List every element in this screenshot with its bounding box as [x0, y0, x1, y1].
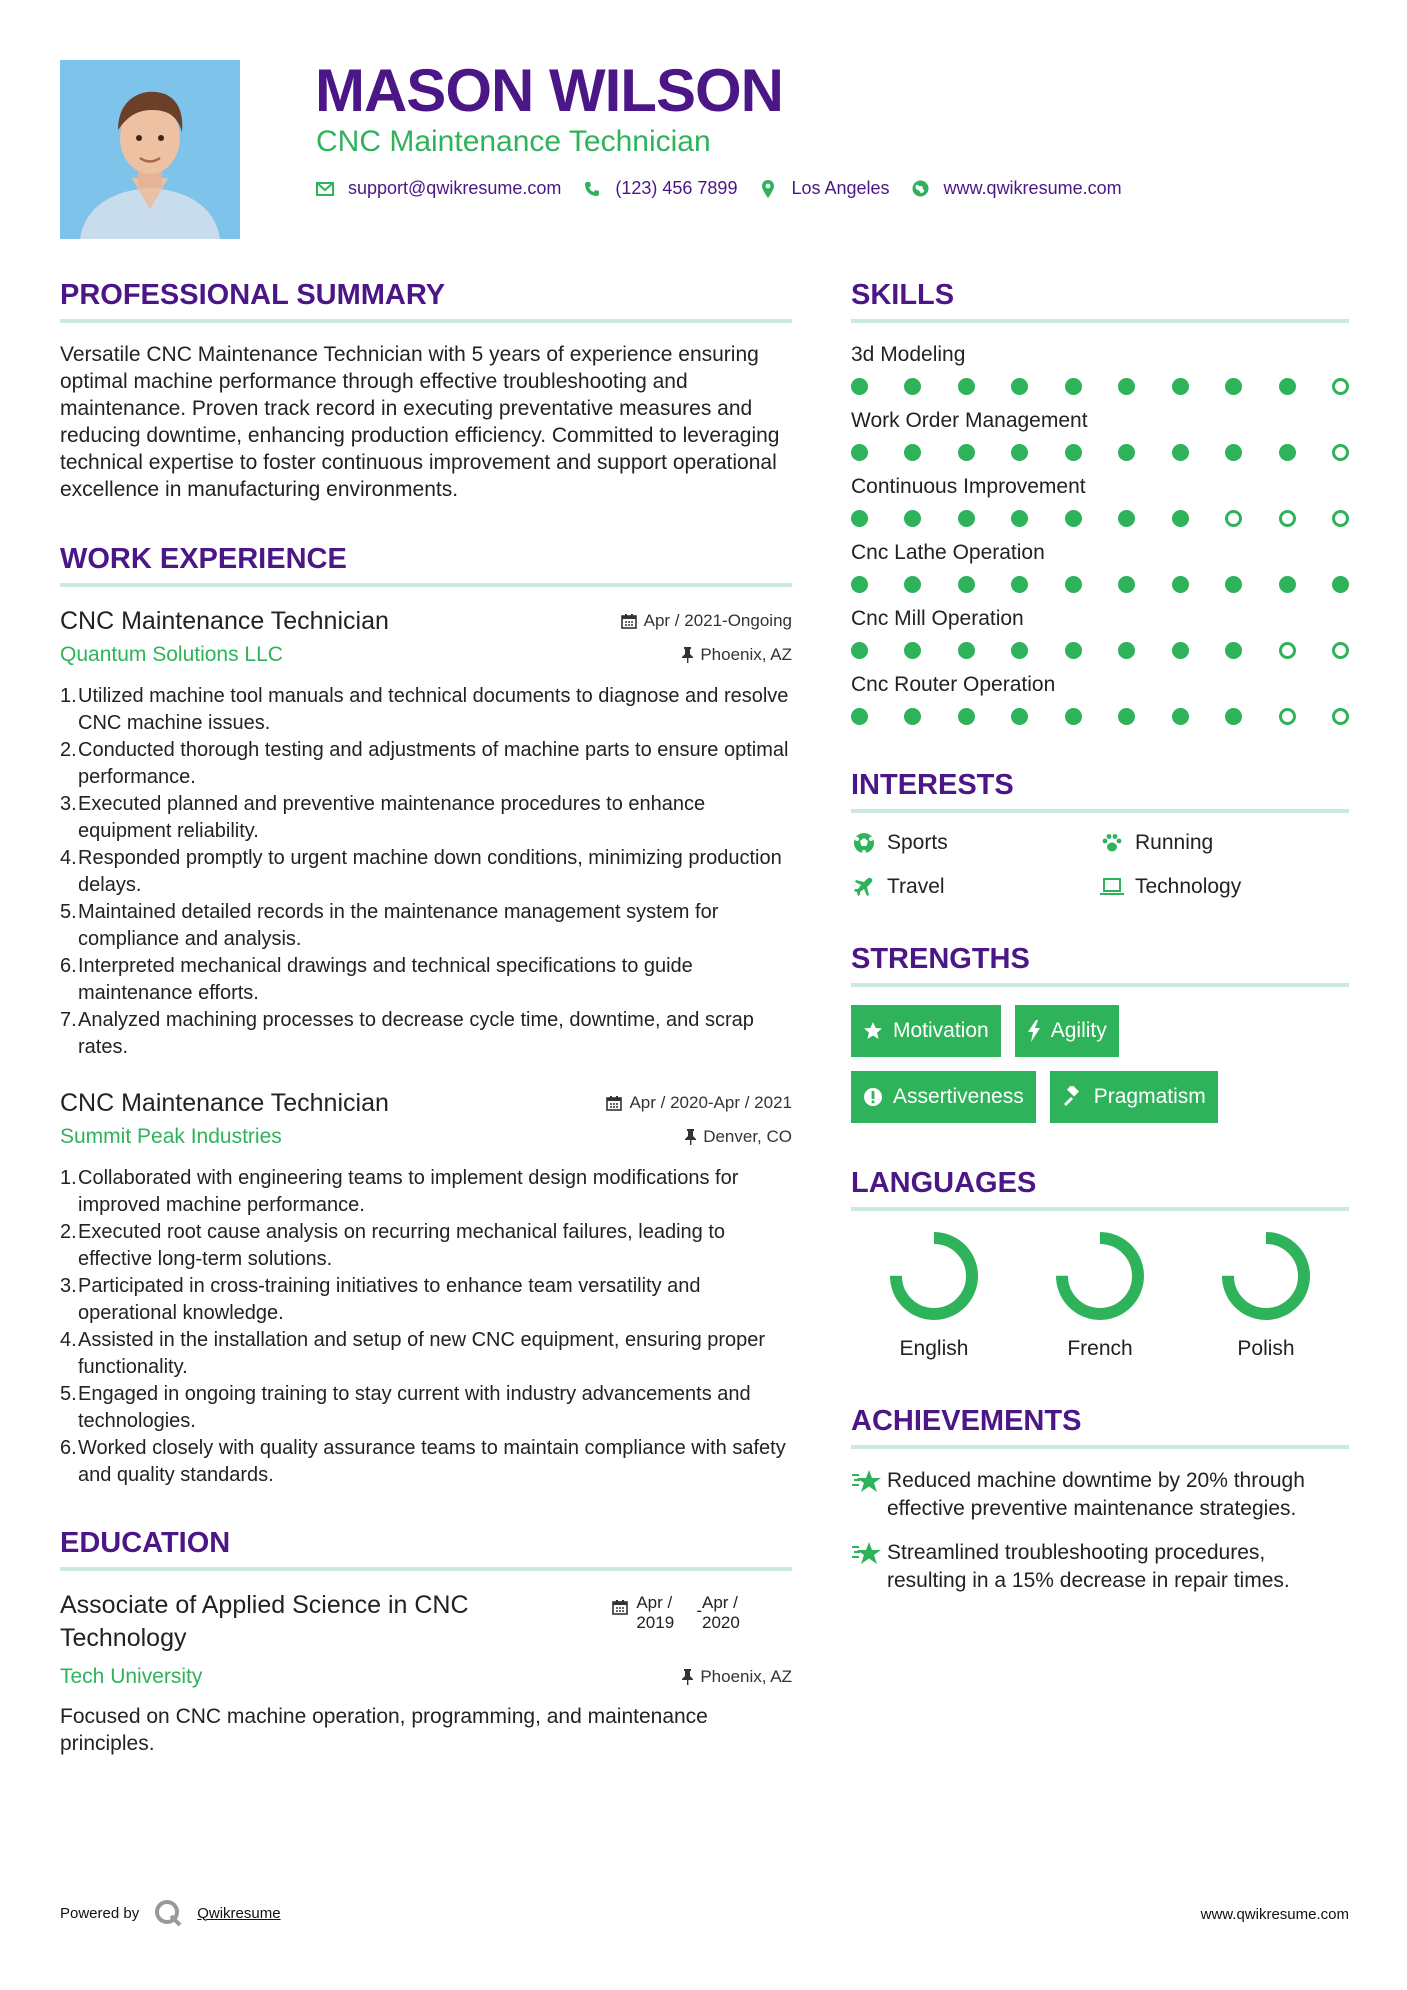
skill-rating — [851, 708, 1349, 725]
experience-section — [60, 539, 792, 1489]
skill-rating — [851, 576, 1349, 593]
skill-list — [851, 341, 1349, 725]
education-date-dash: - — [696, 1601, 702, 1620]
gavel-icon — [1062, 1086, 1084, 1108]
skill-item — [851, 473, 1349, 527]
language-proficiency-ring — [1053, 1229, 1147, 1323]
language-proficiency-ring — [887, 1229, 981, 1323]
calendar-icon — [612, 1599, 628, 1615]
rating-dot-empty — [1332, 642, 1349, 659]
rating-dot-filled — [851, 378, 868, 395]
rating-dot-filled — [904, 378, 921, 395]
summary-heading: PROFESSIONAL SUMMARY — [60, 275, 792, 323]
list-item — [60, 1435, 792, 1489]
skill-name: Work Order Management — [851, 409, 1088, 432]
rating-dot-filled — [958, 576, 975, 593]
rating-dot-filled — [1225, 708, 1242, 725]
list-item — [60, 683, 792, 737]
languages-section — [851, 1163, 1349, 1361]
list-item-text: Worked closely with quality assurance teams to maintain compliance with safety and quality standards. — [78, 1437, 786, 1486]
strength-badge — [1050, 1071, 1218, 1123]
rating-dot-filled — [1065, 708, 1082, 725]
rating-dot-filled — [1225, 444, 1242, 461]
footer-website[interactable]: www.qwikresume.com — [1200, 1906, 1349, 1923]
rating-dot-filled — [1065, 444, 1082, 461]
pushpin-icon — [682, 1669, 693, 1685]
qwikresume-logo-icon — [153, 1898, 183, 1928]
experience-heading: WORK EXPERIENCE — [60, 539, 792, 587]
plane-icon — [851, 876, 877, 898]
rating-dot-filled — [1011, 576, 1028, 593]
rating-dot-filled — [1011, 642, 1028, 659]
rating-dot-filled — [958, 510, 975, 527]
powered-by-label: Powered by — [60, 1904, 140, 1922]
strength-list — [851, 1005, 1271, 1123]
laptop-icon — [1099, 876, 1125, 898]
rating-dot-filled — [1279, 576, 1296, 593]
skill-name: Cnc Router Operation — [851, 673, 1056, 696]
rating-dot-filled — [1011, 378, 1028, 395]
achievements-section — [851, 1401, 1349, 1595]
rating-dot-filled — [1225, 378, 1242, 395]
interest-list — [851, 831, 1349, 899]
list-item — [60, 845, 792, 899]
rating-dot-filled — [904, 642, 921, 659]
qwikresume-link[interactable]: Qwikresume — [197, 1904, 281, 1922]
achievement-list — [851, 1467, 1349, 1595]
job-location-text: Phoenix, AZ — [700, 645, 792, 664]
rating-dot-empty — [1279, 642, 1296, 659]
skill-name: Cnc Mill Operation — [851, 607, 1024, 630]
skill-item — [851, 407, 1349, 461]
skills-section — [851, 275, 1349, 725]
rating-dot-filled — [958, 444, 975, 461]
paw-icon — [1099, 832, 1125, 854]
rating-dot-filled — [851, 642, 868, 659]
rating-dot-filled — [1172, 378, 1189, 395]
list-item-text: Maintained detailed records in the maintenance management system for compliance and analysis. — [78, 901, 719, 950]
list-item — [60, 899, 792, 953]
skill-rating — [851, 510, 1349, 527]
job-sub — [60, 641, 792, 669]
rating-dot-empty — [1225, 510, 1242, 527]
interest-label: Running — [1135, 831, 1214, 854]
skill-rating — [851, 642, 1349, 659]
rating-dot-filled — [958, 708, 975, 725]
exclamation-circle-icon — [863, 1087, 883, 1107]
list-item-text: Executed planned and preventive maintenance procedures to enhance equipment reliability. — [78, 793, 706, 842]
skill-name: Cnc Lathe Operation — [851, 541, 1045, 564]
rating-dot-filled — [1118, 378, 1135, 395]
right-column — [851, 275, 1349, 1611]
strength-label: Agility — [1050, 1019, 1107, 1042]
language-proficiency-arc — [1062, 1238, 1138, 1314]
achievement-item — [851, 1539, 1349, 1595]
job-dates — [621, 611, 792, 631]
strength-badge — [851, 1005, 1001, 1057]
job-entry — [60, 605, 792, 1061]
shooting-star-icon — [851, 1541, 887, 1595]
language-list — [851, 1229, 1349, 1361]
job-entry — [60, 1087, 792, 1489]
rating-dot-filled — [1172, 642, 1189, 659]
list-item — [60, 1327, 792, 1381]
list-item-number: 1. — [60, 1167, 77, 1189]
language-proficiency-arc — [1228, 1238, 1304, 1314]
contact-email[interactable]: support@qwikresume.com — [348, 178, 562, 198]
language-item — [1017, 1229, 1183, 1361]
rating-dot-filled — [1011, 708, 1028, 725]
list-item-number: 2. — [60, 739, 77, 761]
education-sub — [60, 1663, 792, 1691]
rating-dot-filled — [1065, 510, 1082, 527]
rating-dot-empty — [1332, 510, 1349, 527]
skills-heading: SKILLS — [851, 275, 1349, 323]
list-item-text: Executed root cause analysis on recurring mechanical failures, leading to effective long-term solutions. — [78, 1221, 726, 1270]
interest-label: Technology — [1135, 875, 1242, 898]
rating-dot-filled — [1225, 642, 1242, 659]
skill-rating — [851, 444, 1349, 461]
list-item-number: 4. — [60, 1329, 77, 1351]
job-company: Summit Peak Industries — [60, 1125, 282, 1148]
pushpin-icon — [682, 647, 693, 663]
envelope-icon — [316, 180, 334, 198]
job-bullets — [60, 683, 792, 1061]
job-sub — [60, 1123, 792, 1151]
language-name: French — [1067, 1337, 1133, 1360]
rating-dot-filled — [904, 510, 921, 527]
list-item-number: 5. — [60, 901, 77, 923]
contact-bar — [316, 178, 1144, 199]
job-location-text: Denver, CO — [703, 1127, 792, 1146]
job-list — [60, 605, 792, 1489]
interests-section — [851, 765, 1349, 899]
education-degree: Associate of Applied Science in CNC Technology — [60, 1591, 469, 1652]
skill-item — [851, 539, 1349, 593]
achievement-text: Reduced machine downtime by 20% through effective preventive maintenance strategies. — [887, 1469, 1305, 1520]
education-section — [60, 1523, 792, 1757]
list-item-text: Interpreted mechanical drawings and technical specifications to guide maintenance efforts. — [78, 955, 693, 1004]
globe-icon — [912, 180, 930, 198]
left-column — [60, 275, 792, 1757]
contact-website[interactable]: www.qwikresume.com — [943, 178, 1122, 198]
list-item-text: Collaborated with engineering teams to implement design modifications for improved machine performance. — [78, 1167, 739, 1216]
star-icon — [863, 1021, 883, 1041]
education-start-date: Apr / 2019 — [636, 1593, 675, 1632]
rating-dot-filled — [1065, 378, 1082, 395]
education-description: Focused on CNC machine operation, programming, and maintenance principles. — [60, 1705, 708, 1755]
education-end-date: Apr / 2020 — [702, 1593, 740, 1632]
achievements-heading: ACHIEVEMENTS — [851, 1401, 1349, 1449]
rating-dot-filled — [1172, 576, 1189, 593]
interest-item — [1099, 831, 1349, 855]
calendar-icon — [606, 1095, 622, 1111]
list-item — [60, 791, 792, 845]
list-item — [60, 953, 792, 1007]
list-item-text: Analyzed machining processes to decrease cycle time, downtime, and scrap rates. — [78, 1009, 754, 1058]
job-header — [60, 605, 792, 637]
education-dates — [612, 1593, 762, 1655]
strength-label: Pragmatism — [1093, 1085, 1206, 1108]
calendar-icon — [621, 613, 637, 629]
education-entry — [60, 1589, 792, 1655]
education-location — [682, 1667, 792, 1687]
rating-dot-empty — [1332, 708, 1349, 725]
strength-label: Motivation — [893, 1019, 989, 1042]
list-item-text: Utilized machine tool manuals and technical documents to diagnose and resolve CNC machine issues. — [78, 685, 789, 734]
list-item — [60, 1165, 792, 1219]
language-item — [851, 1229, 1017, 1361]
list-item — [60, 1273, 792, 1327]
bolt-icon — [1027, 1020, 1041, 1042]
profile-photo — [60, 60, 240, 239]
rating-dot-filled — [958, 642, 975, 659]
list-item-number: 6. — [60, 1437, 77, 1459]
rating-dot-filled — [1225, 576, 1242, 593]
summary-section — [60, 275, 792, 503]
education-heading: EDUCATION — [60, 1523, 792, 1571]
strengths-section — [851, 939, 1349, 1123]
strengths-heading: STRENGTHS — [851, 939, 1349, 987]
rating-dot-filled — [1172, 444, 1189, 461]
footer-powered-by — [60, 1898, 281, 1928]
person-portrait-icon — [60, 60, 240, 239]
job-title: CNC Maintenance Technician — [60, 1089, 389, 1117]
rating-dot-filled — [1172, 510, 1189, 527]
list-item-text: Participated in cross-training initiatives to enhance team versatility and operational knowledge. — [78, 1275, 701, 1324]
list-item-number: 4. — [60, 847, 77, 869]
rating-dot-filled — [1065, 576, 1082, 593]
interest-item — [1099, 875, 1349, 899]
rating-dot-filled — [851, 510, 868, 527]
list-item-text: Conducted thorough testing and adjustments of machine parts to ensure optimal performance. — [78, 739, 789, 788]
education-location-text: Phoenix, AZ — [700, 1667, 792, 1686]
job-location — [685, 1127, 792, 1147]
language-item — [1183, 1229, 1349, 1361]
job-title: CNC Maintenance Technician — [60, 607, 389, 635]
job-dates-text: Apr / 2021-Ongoing — [643, 611, 792, 630]
list-item-text: Engaged in ongoing training to stay current with industry advancements and technologies. — [78, 1383, 751, 1432]
phone-icon — [583, 180, 601, 198]
rating-dot-filled — [1279, 378, 1296, 395]
rating-dot-filled — [1118, 642, 1135, 659]
rating-dot-filled — [851, 444, 868, 461]
rating-dot-filled — [1065, 642, 1082, 659]
achievement-item — [851, 1467, 1349, 1523]
languages-heading: LANGUAGES — [851, 1163, 1349, 1211]
job-dates-text: Apr / 2020-Apr / 2021 — [629, 1093, 792, 1112]
interest-item — [851, 831, 1099, 855]
rating-dot-filled — [1118, 510, 1135, 527]
list-item — [60, 1381, 792, 1435]
list-item — [60, 737, 792, 791]
language-proficiency-ring — [1219, 1229, 1313, 1323]
soccer-ball-icon — [851, 832, 877, 854]
candidate-name: MASON WILSON — [315, 57, 783, 124]
achievement-text: Streamlined troubleshooting procedures, resulting in a 15% decrease in repair times. — [887, 1541, 1290, 1592]
language-name: English — [899, 1337, 969, 1360]
rating-dot-filled — [1172, 708, 1189, 725]
skill-rating — [851, 378, 1349, 395]
job-dates — [606, 1093, 792, 1113]
summary-text: Versatile CNC Maintenance Technician with 5 years of experience ensuring optimal machine performance through effective troubleshooting and maintenance. Proven track record in executing preventative measures and reducing downtime, enhancing production efficiency. Committed to leveraging technical expertise to foster continuous improvement and support operational excellence in manufacturing environments. — [60, 343, 780, 501]
map-pin-icon — [759, 180, 777, 198]
rating-dot-filled — [1118, 444, 1135, 461]
rating-dot-empty — [1332, 444, 1349, 461]
interests-heading: INTERESTS — [851, 765, 1349, 813]
list-item-text: Assisted in the installation and setup of new CNC equipment, ensuring proper functionality. — [78, 1329, 766, 1378]
rating-dot-empty — [1279, 708, 1296, 725]
job-bullets — [60, 1165, 792, 1489]
skill-item — [851, 605, 1349, 659]
rating-dot-filled — [1118, 576, 1135, 593]
interest-label: Sports — [887, 831, 948, 854]
rating-dot-filled — [851, 576, 868, 593]
skill-item — [851, 671, 1349, 725]
interest-item — [851, 875, 1099, 899]
rating-dot-filled — [1118, 708, 1135, 725]
list-item — [60, 1007, 792, 1061]
rating-dot-filled — [851, 708, 868, 725]
rating-dot-filled — [1011, 510, 1028, 527]
contact-location: Los Angeles — [791, 178, 890, 198]
shooting-star-icon — [851, 1469, 887, 1523]
rating-dot-filled — [904, 576, 921, 593]
list-item-number: 7. — [60, 1009, 77, 1031]
list-item-number: 2. — [60, 1221, 77, 1243]
list-item-number: 6. — [60, 955, 77, 977]
interest-label: Travel — [887, 875, 945, 898]
education-school: Tech University — [60, 1665, 203, 1688]
skill-name: Continuous Improvement — [851, 475, 1086, 498]
list-item — [60, 1219, 792, 1273]
skill-item — [851, 341, 1349, 395]
list-item-number: 1. — [60, 685, 77, 707]
strength-label: Assertiveness — [893, 1085, 1024, 1108]
job-header — [60, 1087, 792, 1119]
rating-dot-empty — [1279, 510, 1296, 527]
rating-dot-filled — [904, 444, 921, 461]
language-name: Polish — [1237, 1337, 1295, 1360]
language-proficiency-arc — [896, 1238, 972, 1314]
list-item-number: 3. — [60, 1275, 77, 1297]
rating-dot-filled — [958, 378, 975, 395]
candidate-title: CNC Maintenance Technician — [316, 125, 711, 158]
skill-name: 3d Modeling — [851, 343, 966, 366]
contact-phone[interactable]: (123) 456 7899 — [615, 178, 738, 198]
pushpin-icon — [685, 1129, 696, 1145]
list-item-number: 5. — [60, 1383, 77, 1405]
job-company: Quantum Solutions LLC — [60, 643, 283, 666]
rating-dot-empty — [1332, 378, 1349, 395]
rating-dot-filled — [1011, 444, 1028, 461]
list-item-number: 3. — [60, 793, 77, 815]
job-location — [682, 645, 792, 665]
list-item-text: Responded promptly to urgent machine down conditions, minimizing production delays. — [78, 847, 782, 896]
rating-dot-filled — [904, 708, 921, 725]
rating-dot-filled — [1279, 444, 1296, 461]
rating-dot-filled — [1332, 576, 1349, 593]
strength-badge — [851, 1071, 1036, 1123]
strength-badge — [1015, 1005, 1119, 1057]
